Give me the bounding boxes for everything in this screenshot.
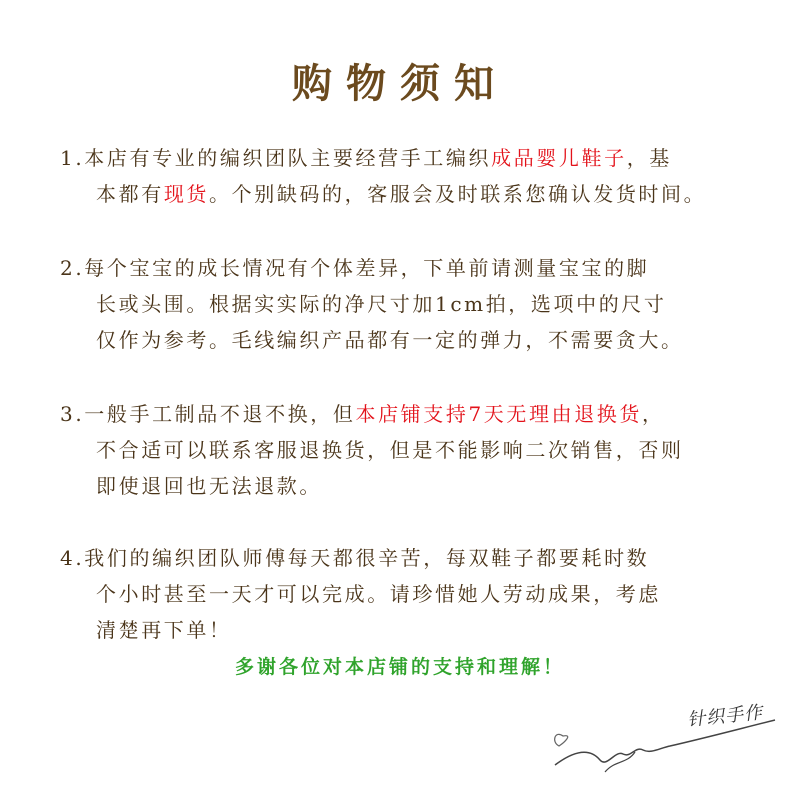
- highlight-text: 现货: [163, 182, 210, 206]
- notice-text: 个小时甚至一天才可以完成。请珍惜她人劳动成果，考虑: [96, 582, 661, 606]
- notice-line: [60, 396, 780, 432]
- thanks-note: 多谢各位对本店铺的支持和理解！: [234, 656, 565, 678]
- notice-line: [60, 286, 780, 322]
- signature: [545, 690, 785, 785]
- notice-item-4: [60, 540, 780, 648]
- highlight-text: 成品婴儿鞋子: [491, 146, 627, 170]
- notice-text: 3.一般手工制品不退不换，但: [60, 402, 356, 426]
- notice-text: 清楚再下单！: [96, 618, 232, 642]
- notice-text: ，: [642, 402, 665, 426]
- page-title: 购物须知: [292, 60, 508, 107]
- highlight-text: 本店铺支持7天无理由退换货: [355, 402, 643, 426]
- notice-text: ，基: [626, 146, 672, 170]
- notice-line: [60, 612, 780, 648]
- notice-text: 2.每个宝宝的成长情况有个体差异，下单前请测量宝宝的脚: [60, 256, 650, 280]
- notice-text: 4.我们的编织团队师傅每天都很辛苦，每双鞋子都要耗时数: [60, 546, 650, 570]
- notice-item-1: [60, 140, 780, 212]
- notice-line: [60, 322, 780, 358]
- signature-text: 针织手作: [686, 702, 765, 731]
- notice-item-3: [60, 396, 780, 504]
- notice-item-2: [60, 250, 780, 358]
- notice-line: [60, 250, 780, 286]
- notice-text: 不合适可以联系客服退换货，但是不能影响二次销售，否则: [96, 438, 684, 462]
- notice-text: 本都有: [96, 182, 164, 206]
- notice-line: [60, 140, 780, 176]
- notice-text: 仅作为参考。毛线编织产品都有一定的弹力，不需要贪大。: [96, 328, 684, 352]
- notice-text: 。个别缺码的，客服会及时联系您确认发货时间。: [209, 182, 707, 206]
- notice-text: 长或头围。根据实实际的净尺寸加1cm拍，选项中的尺寸: [96, 292, 667, 316]
- notice-text: 1.本店有专业的编织团队主要经营手工编织: [60, 146, 492, 170]
- notice-text: 即使退回也无法退款。: [96, 474, 322, 498]
- notice-line: [60, 176, 780, 212]
- notice-line: [60, 432, 780, 468]
- notice-line: [60, 540, 780, 576]
- notice-line: [60, 576, 780, 612]
- notice-line: [60, 468, 780, 504]
